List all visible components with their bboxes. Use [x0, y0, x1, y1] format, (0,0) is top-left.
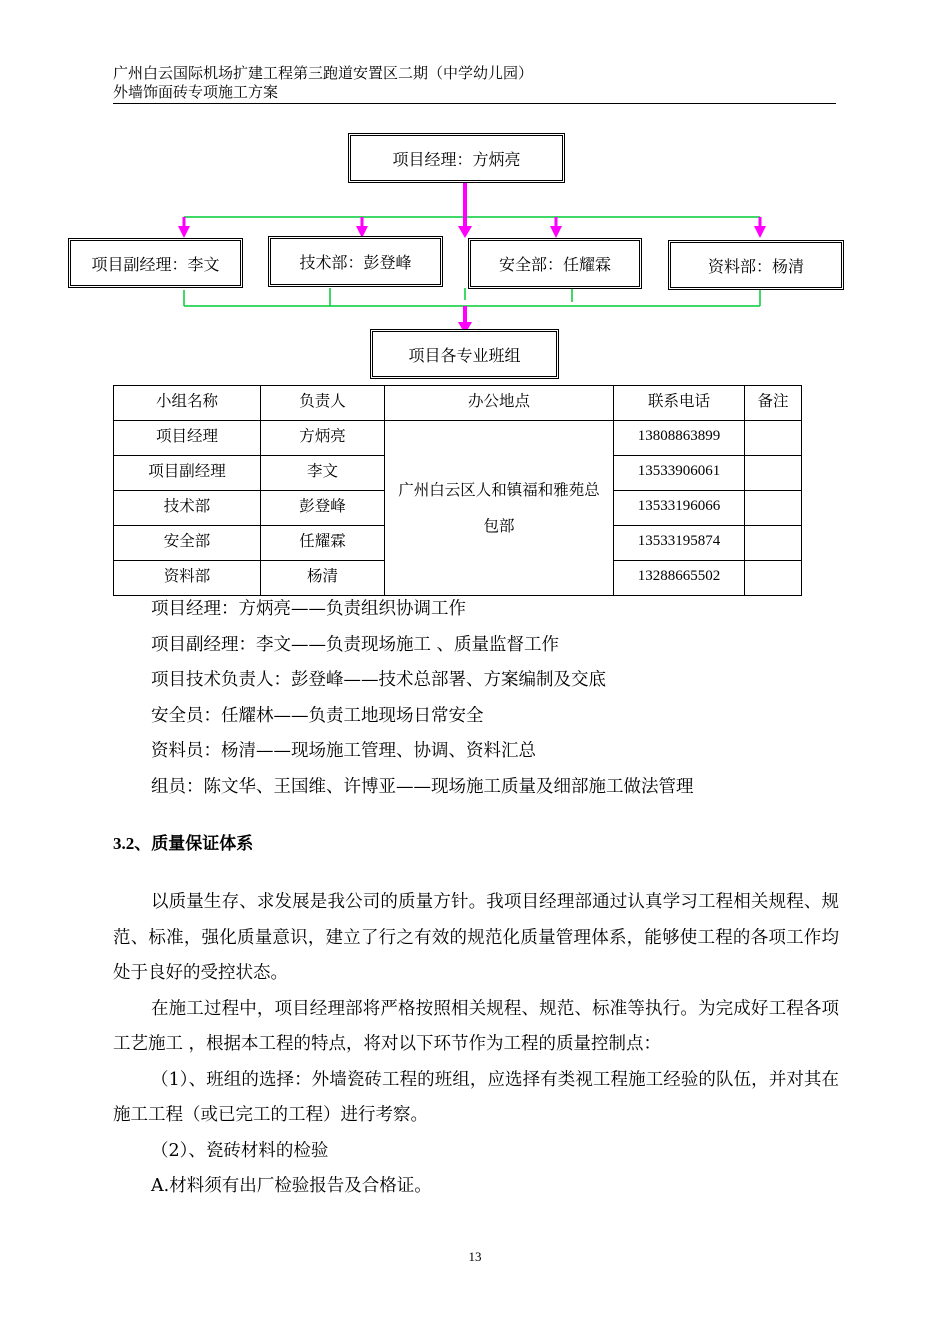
arrow-head-safety: [550, 226, 562, 238]
group-cell: 技术部: [114, 491, 261, 526]
org-box-project-manager: 项目经理：方炳亮: [348, 133, 565, 183]
org-chart: [0, 0, 950, 390]
phone-cell: 13808863899: [614, 421, 745, 456]
paragraph: 以质量生存、求发展是我公司的质量方针。我项目经理部通过认真学习工程相关规程、规范、标准，强化质量意识，建立了行之有效的规范化质量管理体系，能够使工程的各项工作均处于良好的受控状态。: [113, 892, 839, 983]
leader-cell: 彭登峰: [261, 491, 385, 526]
paragraph: 在施工过程中，项目经理部将严格按照相关规程、规范、标准等执行。为完成好工程各项工艺施工 ，根据本工程的特点，将对以下环节作为工程的质量控制点：: [113, 998, 839, 1054]
column-header: 联系电话: [614, 386, 745, 421]
column-header: 小组名称: [114, 386, 261, 421]
table-row: [114, 421, 802, 456]
column-header: 负责人: [261, 386, 385, 421]
table-header-row: [114, 386, 802, 421]
org-box-tech-dept: 技术部：彭登峰: [268, 236, 443, 287]
phone-cell: 13533195874: [614, 526, 745, 561]
note-cell: [745, 456, 802, 491]
org-box-safety-dept: 安全部：任耀霖: [468, 238, 642, 289]
org-box-deputy-manager: 项目副经理：李文: [68, 238, 243, 288]
paragraph: （1）、班组的选择：外墙瓷砖工程的班组，应选择有类视工程施工经验的队伍，并对其在施工工程（或已完工的工程）进行考察。: [113, 1069, 839, 1125]
arrow-head-main: [458, 226, 472, 238]
phone-cell: 13533196066: [614, 491, 745, 526]
note-cell: [745, 421, 802, 456]
duty-item: 安全员：任耀林——负责工地现场日常安全: [151, 705, 484, 726]
duty-item: 资料员：杨清——现场施工管理、协调、资料汇总: [151, 741, 536, 761]
arrow-head-deputy: [178, 226, 190, 238]
note-cell: [745, 561, 802, 596]
leader-cell: 方炳亮: [261, 421, 385, 456]
office-cell: [385, 421, 614, 596]
org-box-teams: 项目各专业班组: [370, 329, 559, 379]
group-cell: 项目副经理: [114, 456, 261, 491]
group-cell: 项目经理: [114, 421, 261, 456]
note-cell: [745, 491, 802, 526]
leader-cell: 任耀霖: [261, 526, 385, 561]
arrow-head-docs: [754, 226, 766, 238]
org-box-docs-dept: 资料部：杨清: [668, 240, 844, 290]
group-cell: 安全部: [114, 526, 261, 561]
paragraph: （2）、瓷砖材料的检验: [151, 1140, 329, 1161]
duty-item: 组员：陈文华、王国维、许博亚——现场施工质量及细部施工做法管理: [151, 776, 694, 797]
duty-item: 项目经理：方炳亮——负责组织协调工作: [151, 599, 466, 619]
phone-cell: 13533906061: [614, 456, 745, 491]
paragraph: A.材料须有出厂检验报告及合格证。: [151, 1176, 432, 1196]
page-number: 13: [468, 1249, 482, 1264]
duty-item: 项目技术负责人：彭登峰——技术总部署、方案编制及交底: [151, 670, 606, 690]
phone-cell: 13288665502: [614, 561, 745, 596]
duty-list: [113, 592, 839, 805]
note-cell: [745, 526, 802, 561]
section-heading: 3.2、质量保证体系: [113, 834, 254, 853]
duty-item: 项目副经理：李文——负责现场施工 、质量监督工作: [151, 634, 560, 655]
leader-cell: 李文: [261, 456, 385, 491]
office-text: 广州白云区人和镇福和雅苑总包部: [398, 481, 600, 535]
column-header: 办公地点: [385, 386, 614, 421]
column-header: 备注: [745, 386, 802, 421]
header-project-name: 广州白云国际机场扩建工程第三跑道安置区二期（中学幼儿园）: [113, 64, 534, 82]
header-document-title: 外墙饰面砖专项施工方案: [113, 83, 279, 101]
body-text: [113, 885, 839, 1205]
staff-contact-table: [113, 385, 802, 596]
leader-cell: 杨清: [261, 561, 385, 596]
group-cell: 资料部: [114, 561, 261, 596]
